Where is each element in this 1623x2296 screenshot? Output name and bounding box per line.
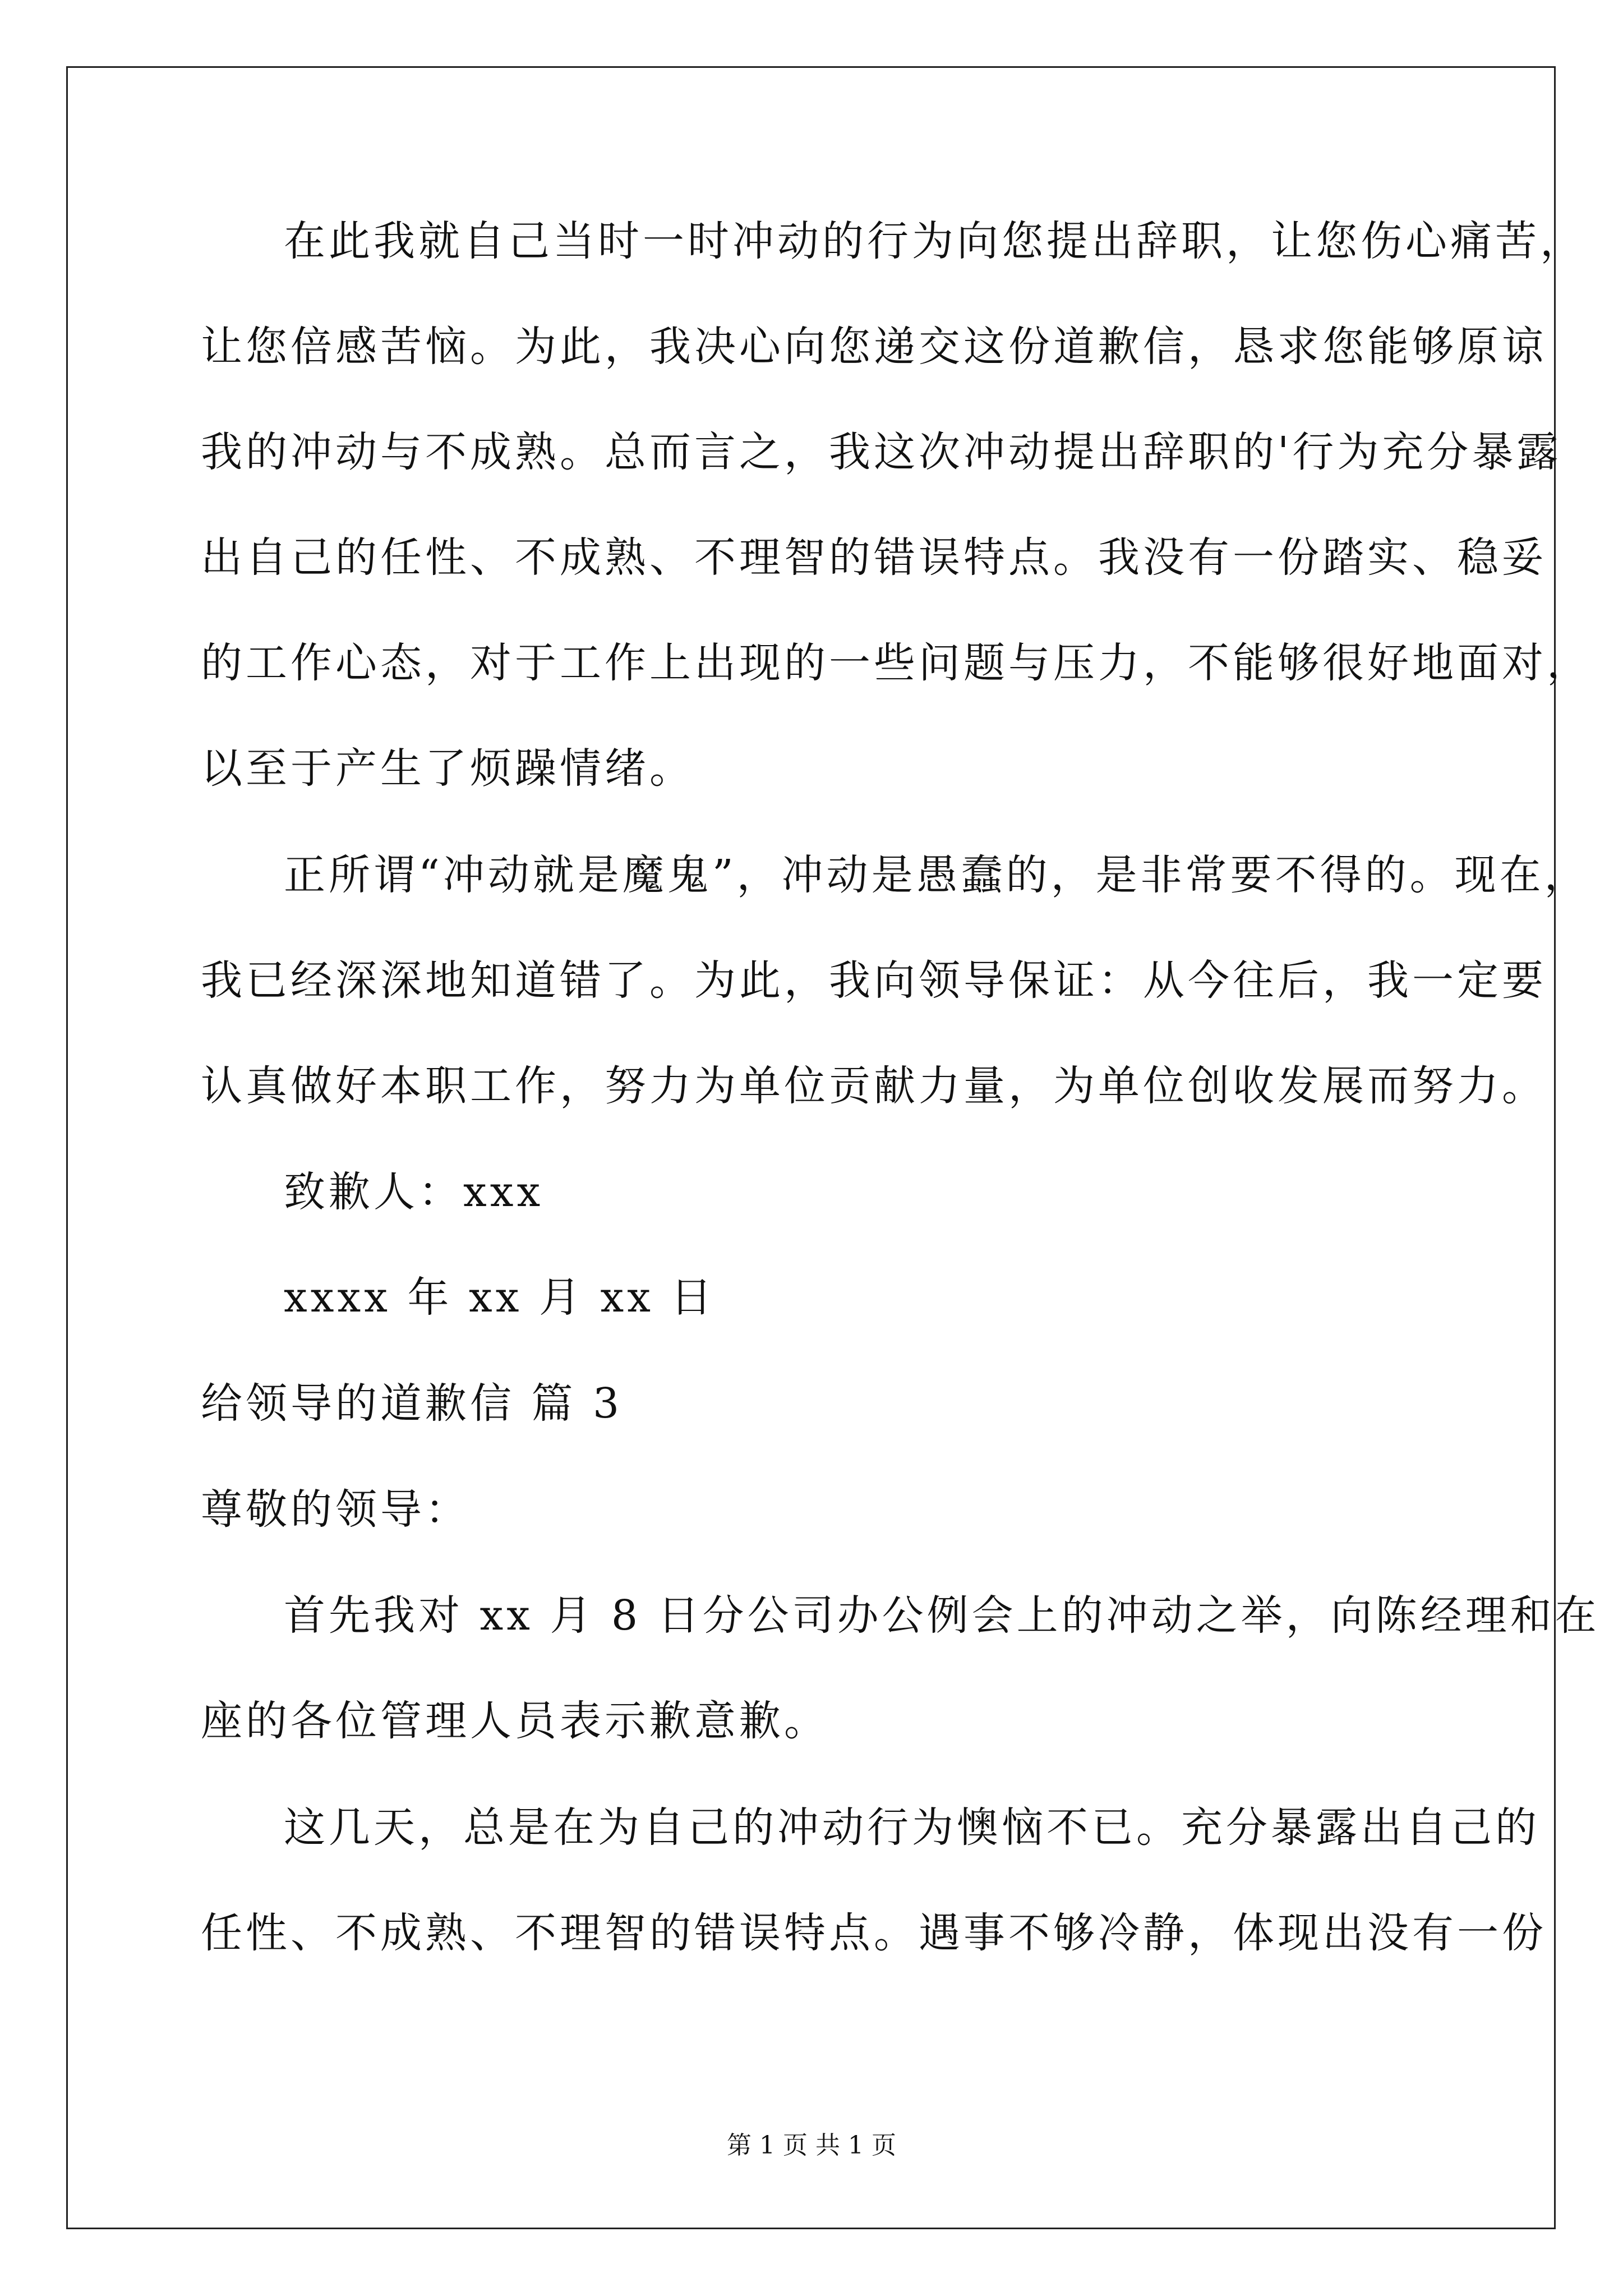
signature: 致歉人：xxx xyxy=(284,1168,544,1216)
paragraph-1-line-6: 以至于产生了烦躁情绪。 xyxy=(201,744,694,793)
page-footer xyxy=(0,2129,1623,2162)
paragraph-1-line-4: 出自己的任性、不成熟、不理智的错误特点。我没有一份踏实、稳妥 xyxy=(201,533,1547,582)
paragraph-3-line-2: 座的各位管理人员表示歉意歉。 xyxy=(201,1697,829,1745)
paragraph-3-line-1: 首先我对 xx 月 8 日分公司办公例会上的冲动之举，向陈经理和在 xyxy=(284,1591,1600,1640)
paragraph-4-line-2: 任性、不成熟、不理智的错误特点。遇事不够冷静，体现出没有一份 xyxy=(201,1909,1547,1957)
paragraph-2-line-1: 正所谓“冲动就是魔鬼”，冲动是愚蠢的，是非常要不得的。现在， xyxy=(284,851,1589,899)
salutation: 尊敬的领导： xyxy=(201,1485,470,1534)
page-indicator: 第 1 页 共 1 页 xyxy=(727,2131,896,2160)
paragraph-1-line-1: 在此我就自己当时一时冲动的行为向您提出辞职，让您伤心痛苦， xyxy=(284,217,1585,265)
date: xxxx 年 xx 月 xx 日 xyxy=(284,1273,716,1322)
paragraph-1-line-3: 我的冲动与不成熟。总而言之，我这次冲动提出辞职的'行为充分暴露 xyxy=(201,428,1562,476)
paragraph-1-line-5: 的工作心态，对于工作上出现的一些问题与压力，不能够很好地面对， xyxy=(201,639,1592,687)
paragraph-2-line-2: 我已经深深地知道错了。为此，我向领导保证：从今往后，我一定要 xyxy=(201,956,1547,1005)
section-title: 给领导的道歉信 篇 3 xyxy=(201,1379,623,1428)
paragraph-2-line-3: 认真做好本职工作，努力为单位贡献力量，为单位创收发展而努力。 xyxy=(201,1062,1547,1110)
paragraph-4-line-1: 这几天，总是在为自己的冲动行为懊恼不已。充分暴露出自己的 xyxy=(284,1803,1540,1852)
paragraph-1-line-2: 让您倍感苦恼。为此，我决心向您递交这份道歉信，恳求您能够原谅 xyxy=(201,323,1547,371)
